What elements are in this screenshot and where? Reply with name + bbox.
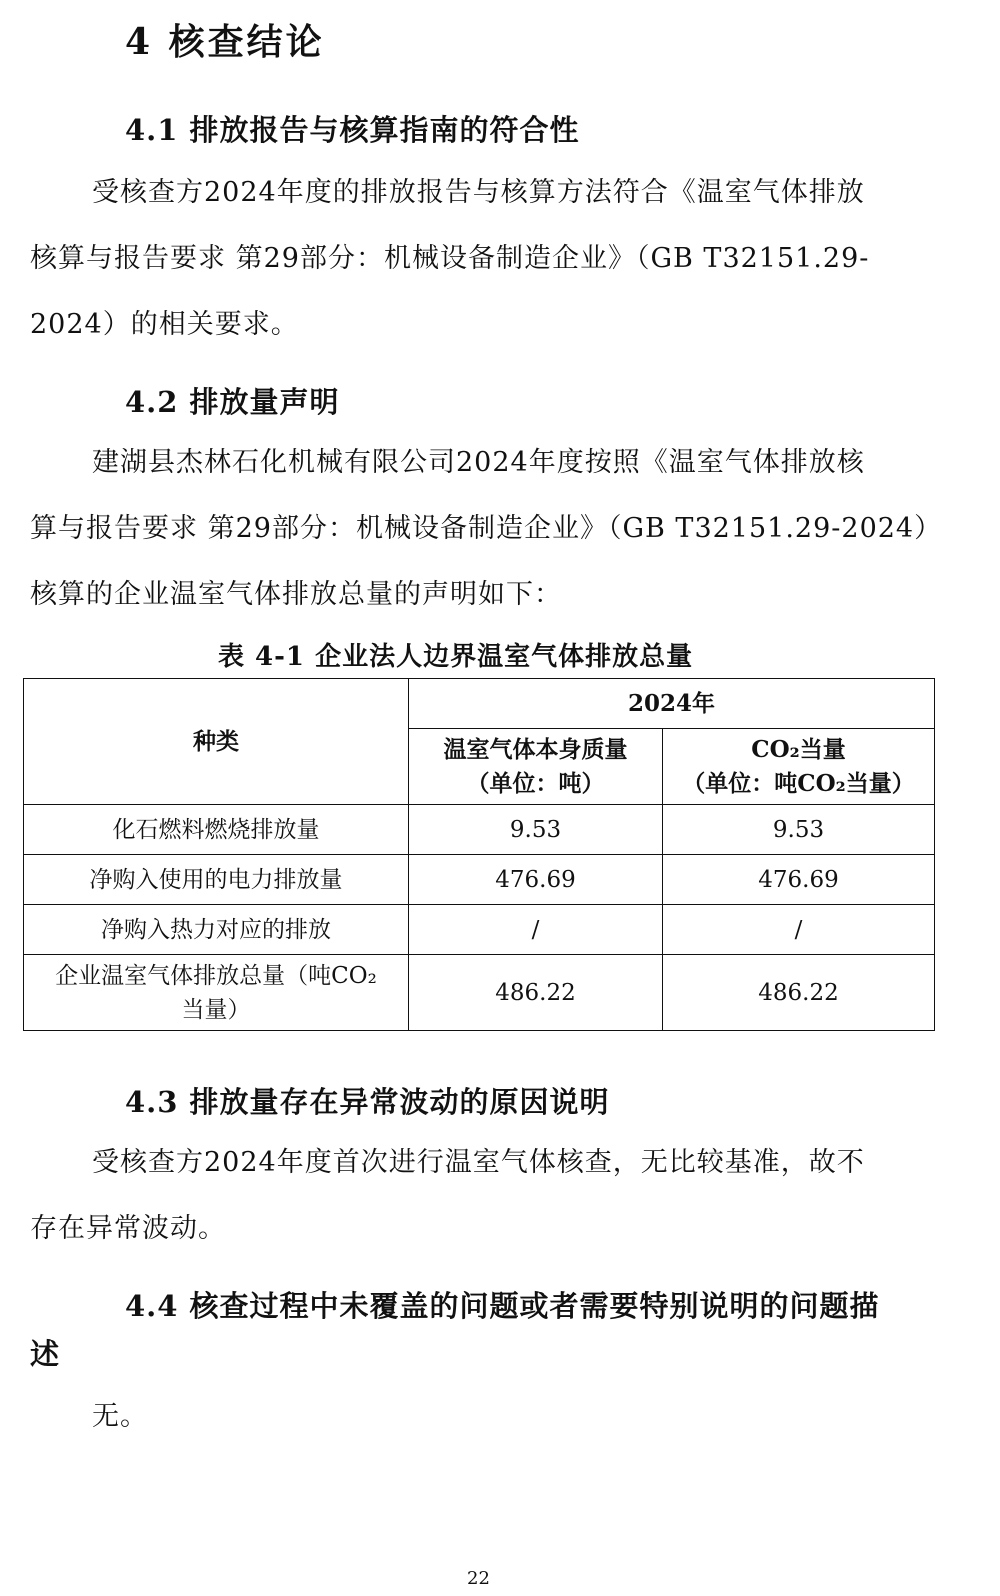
table-row <box>24 905 935 955</box>
paragraph-4-2-line-1: 建湖县杰林石化机械有限公司2024年度按照《温室气体排放核 <box>92 447 865 478</box>
paragraph-4-3-line-2: 存在异常波动。 <box>30 1213 226 1244</box>
heading-4-3: 4.3 排放量存在异常波动的原因说明 <box>125 1085 610 1119</box>
row-name: 净购入使用的电力排放量 <box>24 855 409 905</box>
page-number: 22 <box>467 1568 490 1589</box>
header-year: 2024年 <box>409 679 935 729</box>
row-name-line-1: 企业温室气体排放总量（吨CO₂ <box>55 962 377 989</box>
emissions-table <box>23 678 935 1031</box>
header-co2-line-1: CO₂当量 <box>751 735 846 763</box>
header-type: 种类 <box>24 679 409 805</box>
row-name: 化石燃料燃烧排放量 <box>24 805 409 855</box>
row-mass: 476.69 <box>409 855 663 905</box>
row-mass: 486.22 <box>409 955 663 1031</box>
table-row <box>24 805 935 855</box>
heading-4-4-line-2: 述 <box>30 1337 61 1371</box>
paragraph-4-4: 无。 <box>92 1401 148 1432</box>
header-mass-line-1: 温室气体本身质量 <box>443 735 628 763</box>
row-co2: 476.69 <box>663 855 935 905</box>
row-co2: 9.53 <box>663 805 935 855</box>
paragraph-4-2-line-3: 核算的企业温室气体排放总量的声明如下： <box>30 579 562 610</box>
row-mass: / <box>409 905 663 955</box>
section-title: 4 核查结论 <box>125 21 325 63</box>
header-mass-line-2: （单位：吨） <box>466 769 605 797</box>
table-row <box>24 955 935 1031</box>
table-caption: 表 4-1 企业法人边界温室气体排放总量 <box>218 642 694 672</box>
row-co2: 486.22 <box>663 955 935 1031</box>
table-row <box>24 855 935 905</box>
row-co2: / <box>663 905 935 955</box>
row-name: 净购入热力对应的排放 <box>24 905 409 955</box>
header-co2 <box>663 729 935 805</box>
header-co2-line-2: （单位：吨CO₂当量） <box>682 769 915 797</box>
paragraph-4-1-line-1: 受核查方2024年度的排放报告与核算方法符合《温室气体排放 <box>92 177 865 208</box>
row-name <box>24 955 409 1031</box>
heading-4-4-line-1: 4.4 核查过程中未覆盖的问题或者需要特别说明的问题描 <box>125 1289 880 1323</box>
heading-4-2: 4.2 排放量声明 <box>125 385 340 419</box>
paragraph-4-2-line-2: 算与报告要求 第29部分：机械设备制造企业》（GB T32151.29-2024） <box>30 513 943 544</box>
paragraph-4-1-line-2: 核算与报告要求 第29部分：机械设备制造企业》（GB T32151.29- <box>30 243 870 274</box>
paragraph-4-3-line-1: 受核查方2024年度首次进行温室气体核查，无比较基准，故不 <box>92 1147 865 1178</box>
row-name-line-2: 当量） <box>181 996 251 1023</box>
row-mass: 9.53 <box>409 805 663 855</box>
header-mass <box>409 729 663 805</box>
paragraph-4-1-line-3: 2024）的相关要求。 <box>30 309 299 340</box>
heading-4-1: 4.1 排放报告与核算指南的符合性 <box>125 113 580 147</box>
